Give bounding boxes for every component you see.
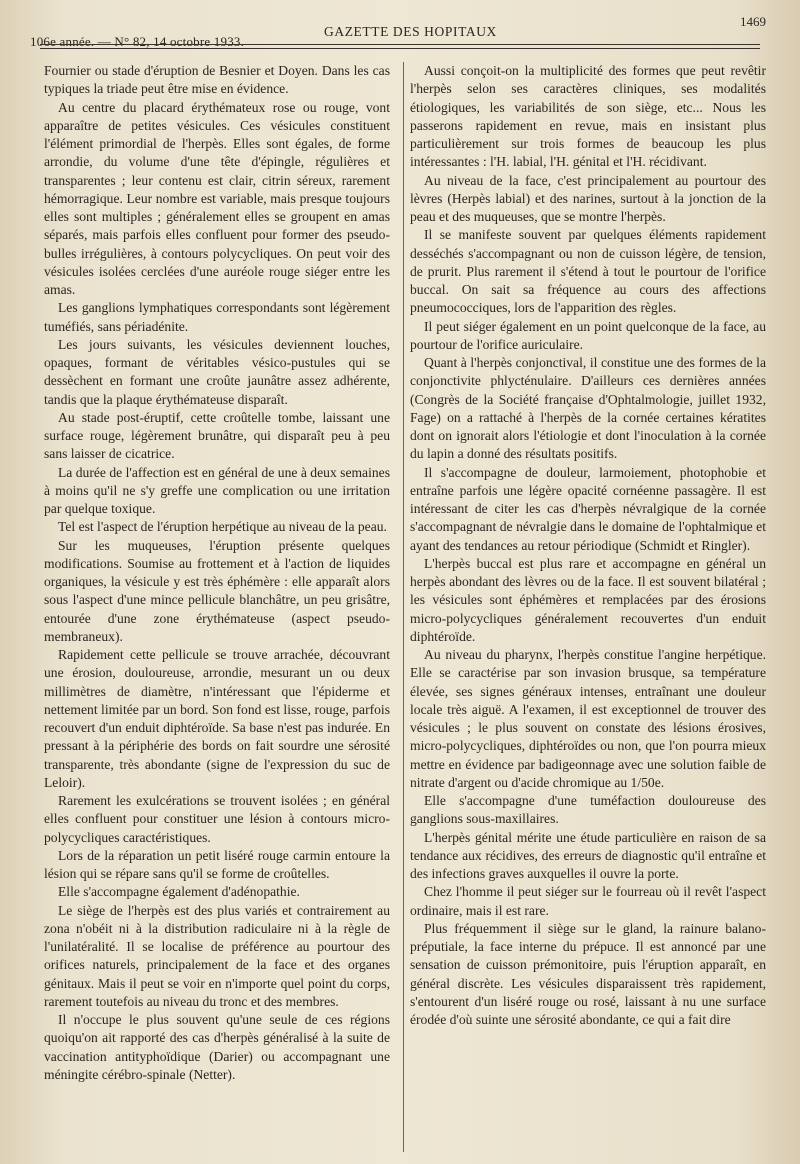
publication-title: GAZETTE DES HOPITAUX xyxy=(324,24,497,39)
paragraph: Il n'occupe le plus souvent qu'une seule de ces régions quoiqu'on ait rapporté des cas d'herpès généralisé à la suite de vaccination antityphoïdique (Darier) ou accompagnant une méningite cérébro-spinale (Netter). xyxy=(44,1012,390,1082)
paragraph: Il se manifeste souvent par quelques éléments rapidement desséchés s'accompagnant ou non de cuisson légère, de tension, de prurit. Plus rarement il s'étend à tout le pourtour de l'orifice buccal. On sait sa fréquence au cours des affections pneumococciques, lors de l'apparition des règles. xyxy=(410,227,766,316)
header-rule xyxy=(40,44,760,45)
paragraph: Plus fréquemment il siège sur le gland, la rainure balano-préputiale, la face interne du prépuce. Il est annoncé par une sensation de cuisson prémonitoire, puis l'éruption apparaît, en général discrète. Les vésicules disparaissent très rapidement, s'entourent d'un liséré rouge ou rosé, laissant à nu une surface érodée d'où suinte une sérosité abondante, ce qui a fait dire xyxy=(410,920,766,1027)
paragraph: Au centre du placard érythémateux rose ou rouge, vont apparaître de petites vésicules. Ces vésicules constituent l'élément primordial de l'herpès. Elles sont égales, de forme arrondie, du volume d'une tête d'épingle, régulières et transparentes ; leur contenu est clair, citrin séreux, rarement hémorragique. Leur nombre est variable, mais presque toujours elles sont multiples ; généralement elles se groupent en amas séparés, mais parfois elles confluent pour former des pseudo-bulles irrégulières, à contours polycycliques. On peut voir des vésicules isolées cerclées d'une auréole rouge siéger entre les amas. xyxy=(44,99,390,297)
column-divider xyxy=(403,62,404,1152)
paragraph: Quant à l'herpès conjonctival, il constitue une des formes de la conjonctivite phlycténulaire. D'ailleurs ces dernières années (Congrès de la Société française d'Ophtalmologie, juillet 1932, Fage) on a rattaché à l'herpès de la cornée certaines kératites dont on ignorait alors l'étiologie et dont l'inoculation à la cornée du lapin a donné des résultats positifs. xyxy=(410,355,766,462)
paragraph: Au stade post-éruptif, cette croûtelle tombe, laissant une surface rouge, légèrement brunâtre, qui disparaît peu à peu sans laisser de cicatrice. xyxy=(44,409,390,462)
header-rule-thin xyxy=(40,48,760,49)
right-column xyxy=(410,62,766,1029)
paragraph: Sur les muqueuses, l'éruption présente quelques modifications. Soumise au frottement et à l'action de liquides organiques, la vésicule y est très éphémère : elle apparaît alors sous l'aspect d'une mince pellicule blanchâtre, un peu grisâtre, entourée d'une zone érythémateuse (aspect pseudo-membraneux). xyxy=(44,537,390,644)
paragraph: Elle s'accompagne d'une tuméfaction douloureuse des ganglions sous-maxillaires. xyxy=(410,793,766,827)
left-column xyxy=(44,62,390,1084)
paragraph: La durée de l'affection est en général de une à deux semaines à moins qu'il ne s'y greffe une complication ou une irritation par quelque toxique. xyxy=(44,464,390,516)
paragraph: Lors de la réparation un petit liséré rouge carmin entoure la lésion qui se répare sans qu'il se forme de croûtelles. xyxy=(44,847,390,881)
paragraph: Rapidement cette pellicule se trouve arrachée, découvrant une érosion, douloureuse, arrondie, mesurant un ou deux millimètres de diamètre, n'intéressant que l'épiderme et nettement limitée par un bord. Son fond est lisse, rouge, parfois recouvert d'un enduit diphtéroïde. Sa base n'est pas indurée. En pressant à la périphérie des bords on fait sourdre une sérosité transparente, très abondante (signe de l'expression du suc de Leloir). xyxy=(44,647,390,790)
paragraph: Rarement les exulcérations se trouvent isolées ; en général elles confluent pour constituer une lésion à contours micro-polycycliques caractéristiques. xyxy=(44,793,390,845)
paragraph: Les jours suivants, les vésicules deviennent louches, opaques, formant de véritables vésico-pustules qui se dessèchent en formant une croûte jaunâtre assez adhérente, tandis que la plaque érythémateuse disparaît. xyxy=(44,336,390,407)
paragraph: Chez l'homme il peut siéger sur le fourreau où il revêt l'aspect ordinaire, mais il est rare. xyxy=(410,884,766,918)
paragraph: L'herpès génital mérite une étude particulière en raison de sa tendance aux récidives, des erreurs de diagnostic qu'il entraîne et des infections graves auxquelles il ouvre la porte. xyxy=(410,829,766,881)
paragraph: Tel est l'aspect de l'éruption herpétique au niveau de la peau. xyxy=(58,519,387,535)
paragraph: Les ganglions lymphatiques correspondants sont légèrement tuméfiés, sans périadénite. xyxy=(44,300,390,334)
paragraph: L'herpès buccal est plus rare et accompagne en général un herpès abondant des lèvres ou de la face. Il est souvent bilatéral ; les vésicules sont éphémères et remplacées par des érosions micro-polycycliques généralement recouvertes d'un enduit diphtéroïde. xyxy=(410,555,766,644)
paragraph: Il s'accompagne de douleur, larmoiement, photophobie et entraîne parfois une légère opacité cornéenne passagère. Il est intéressant de citer les cas d'herpès névralgique de la cornée s'accompagnant de névralgie dans le domaine de l'ophtalmique et ayant des tendances au retour périodique (Schmidt et Ringler). xyxy=(410,464,766,553)
page-number: 1469 xyxy=(740,14,766,29)
issue-info: 106e année. — N° 82, 14 octobre 1933. xyxy=(30,34,245,49)
paragraph: Il peut siéger également en un point quelconque de la face, au pourtour de l'orifice auriculaire. xyxy=(410,318,766,352)
paragraph: Au niveau du pharynx, l'herpès constitue l'angine herpétique. Elle se caractérise par son invasion brusque, sa température élevée, ses signes généraux intenses, entraînant une douleur locale très aiguë. A l'examen, il est exceptionnel de trouver des vésicules ; le plus souvent on constate des lésions érosives, micro-polycycliques, diphtéroïdes ou non, que l'on pourra mieux mettre en évidence par badigeonnage avec une solution faible de nitrate d'argent ou d'acide chromique au 1/50e. xyxy=(410,647,766,790)
paragraph: Le siège de l'herpès est des plus variés et contrairement au zona n'obéit ni à la distribution radiculaire ni à la règle de l'unilatéralité. Il se localise de préférence au pourtour des orifices naturels, principalement de la face et des organes génitaux. Mais il peut se voir en n'importe quel point du corps, rarement toutefois au niveau du tronc et des membres. xyxy=(44,902,390,1009)
paragraph: Elle s'accompagne également d'adénopathie. xyxy=(58,884,300,900)
page-header xyxy=(22,14,780,49)
paragraph: Fournier ou stade d'éruption de Besnier et Doyen. Dans les cas typiques la triade peut être mise en évidence. xyxy=(44,63,390,97)
paragraph: Au niveau de la face, c'est principalement au pourtour des lèvres (Herpès labial) et des narines, surtout à la jonction de la peau et des muqueuses, que se montre l'herpès. xyxy=(410,172,766,224)
paragraph: Aussi conçoit-on la multiplicité des formes que peut revêtir l'herpès selon ses caractères cliniques, ses modalités étiologiques, les variabilités de son siège, etc... Nous les passerons rapidement en revue, mais en insistant plus particulièrement sur trois formes de beaucoup les plus intéressantes : l'H. labial, l'H. génital et l'H. récidivant. xyxy=(410,63,766,170)
